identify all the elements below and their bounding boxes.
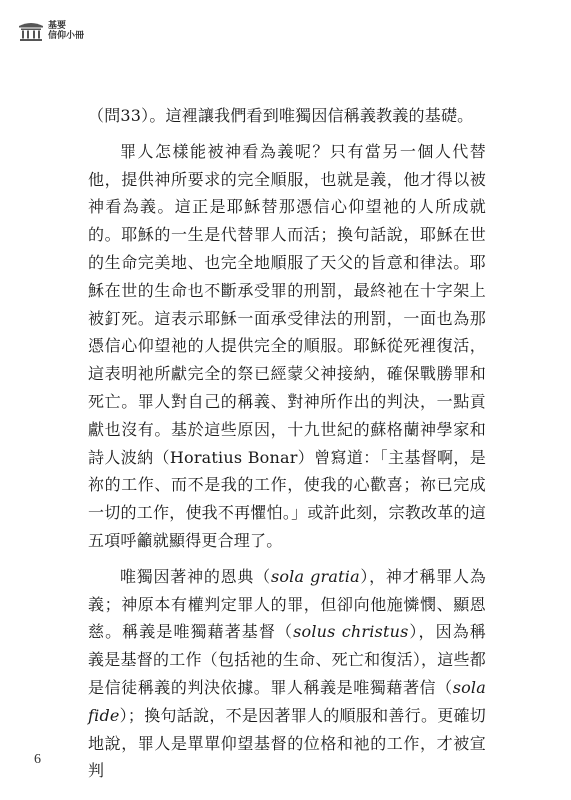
latin-term-sola-gratia: sola gratia xyxy=(270,566,360,586)
latin-term-solus-christus: solus christus xyxy=(293,622,409,642)
columned-building-icon xyxy=(18,20,44,42)
series-title xyxy=(48,21,84,41)
paragraph-justification: 罪人怎樣能被神看為義呢？只有當另一個人代替他，提供神所要求的完全順服，也就是義，他才得以被神看為義。這正是耶穌替那憑信心仰望祂的人所成就的。耶穌的一生是代替罪人而活；換句話說，耶穌在世的生命完美地、也完全地順服了天父的旨意和律法。耶穌在世的生命也不斷承受罪的刑罰，最終祂在十字架上被釘死。這表示耶穌一面承受律法的刑罰，一面也為那憑信心仰望祂的人提供完全的順服。耶穌從死裡復活，這表明祂所獻完全的祭已經蒙父神接納，確保戰勝罪和死亡。罪人對自己的稱義、對神所作出的判決，一點貢獻也沒有。基於這些原因，十九世紀的蘇格蘭神學家和詩人波納（Horatius Bonar）曾寫道：「主基督啊，是祢的工作、而不是我的工作，使我的心歡喜；祢已完成一切的工作，使我不再懼怕。」或許此刻，宗教改革的這五項呼籲就顯得更合理了。 xyxy=(88,141,486,550)
body-text xyxy=(88,102,486,785)
paragraph-text: ），神才稱罪人為義；神原本有權判定罪人的罪，但卻向他施憐憫、顯恩慈。稱義是唯獨藉著基督（ xyxy=(88,566,486,642)
paragraph-solas xyxy=(88,563,486,785)
paragraph-text: ），因為稱義是基督的工作（包括祂的生命、死亡和復活），這些都是信徒稱義的判決依據。罪人稱義是唯獨藉著信（ xyxy=(88,622,486,697)
booklet-header xyxy=(18,20,84,42)
page-number: 6 xyxy=(34,752,41,767)
latin-term-sola-fide: sola fide xyxy=(88,677,486,725)
paragraph-text: 唯獨因著神的恩典（ xyxy=(120,566,271,586)
paragraph-text: ）；換句話說，不是因著罪人的順服和善行。更確切地說，罪人是單單仰望基督的位格和祂的工作，才被宣判 xyxy=(88,705,486,781)
paragraph-continuation: （問33）。這裡讓我們看到唯獨因信稱義教義的基礎。 xyxy=(88,106,474,125)
series-title-line2: 信仰小冊 xyxy=(48,31,85,41)
series-title-line1: 基要 xyxy=(48,21,67,31)
